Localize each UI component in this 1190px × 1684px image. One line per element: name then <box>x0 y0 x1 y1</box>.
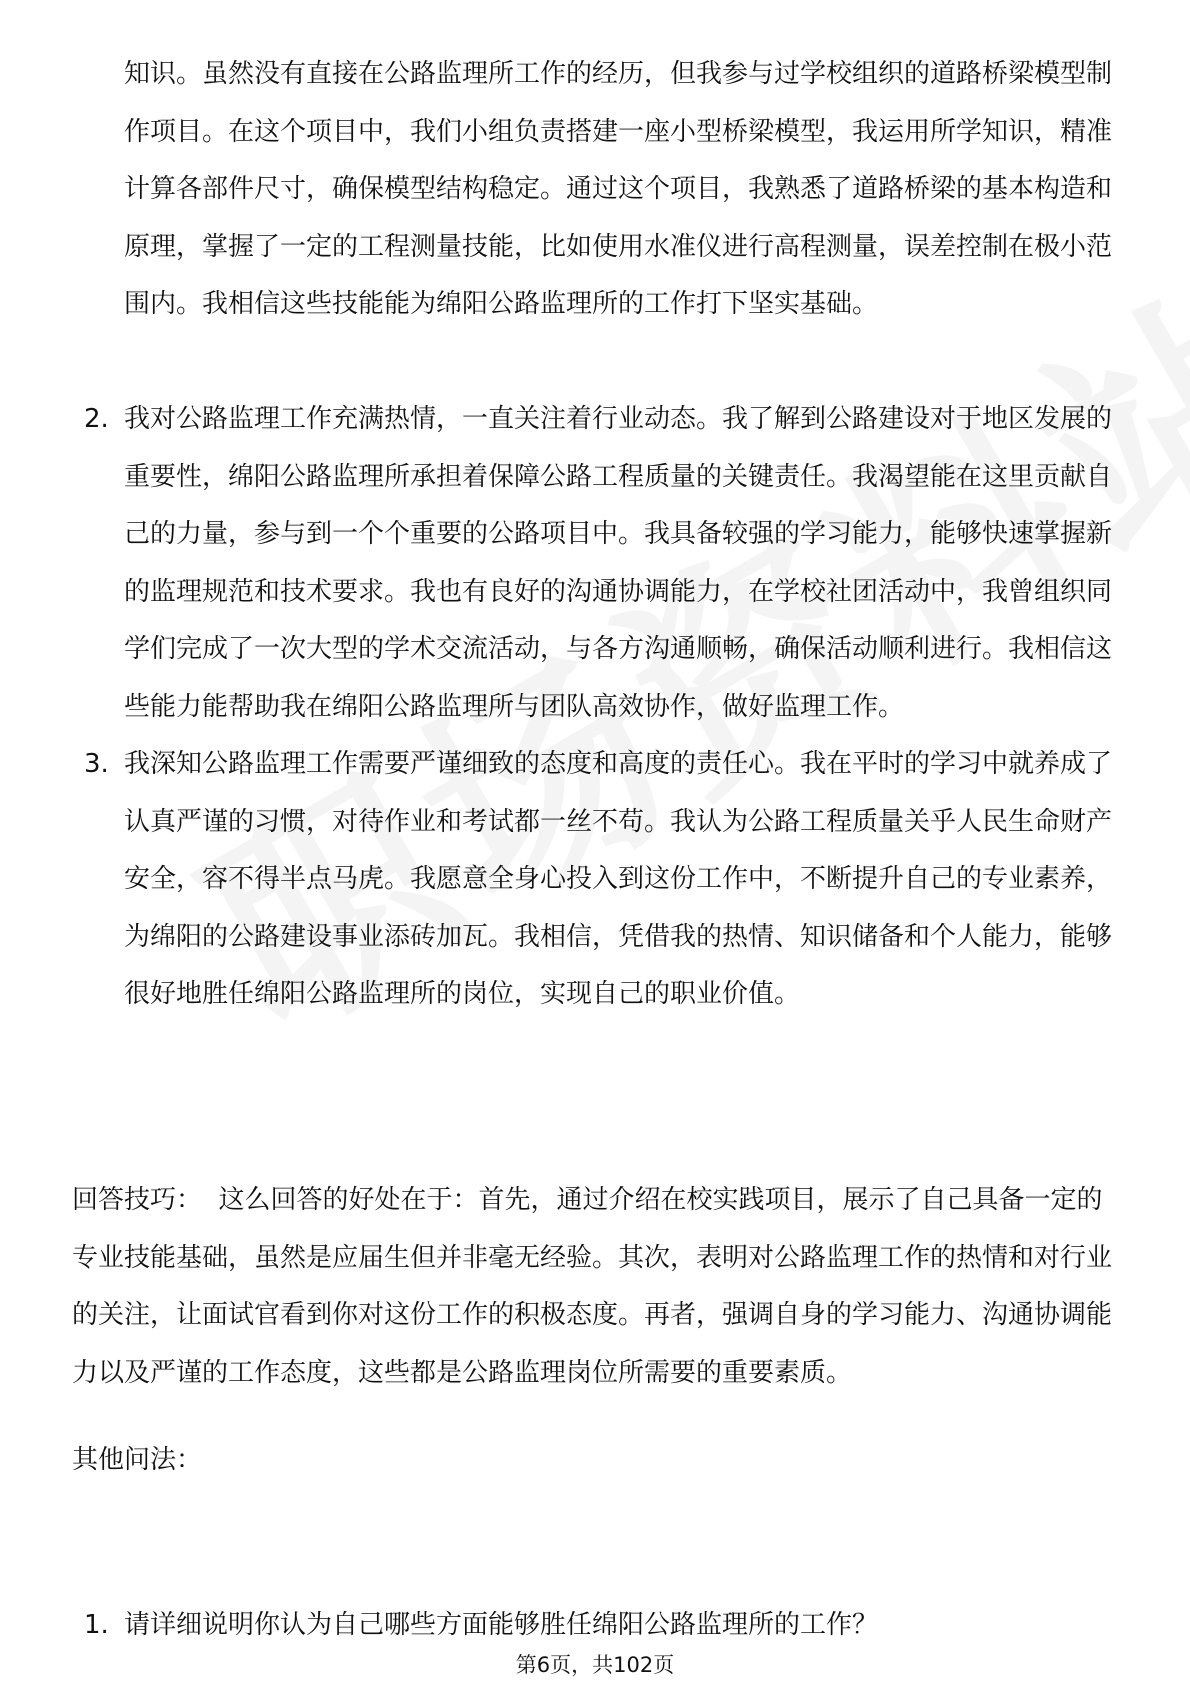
other-question-item <box>0 1597 1119 1655</box>
answer-tips-paragraph <box>72 1172 1120 1402</box>
tips-text: 这么回答的好处在于：首先，通过介绍在校实践项目，展示了自己具备一定的专业技能基础，虽然是应届生但并非毫无经验。其次，表明对公路监理工作的热情和对行业的关注，让面试官看到你对这份工作的积极态度。再者，强调自身的学习能力、沟通协调能力以及严谨的工作态度，这些都是公路监理岗位所需要的重要素质。 <box>72 1185 1113 1388</box>
answer-points-list <box>0 391 1190 1024</box>
page-footer: 第6页，共102页 <box>515 1653 675 1677</box>
answer-point-3 <box>0 736 1119 1024</box>
other-questions-heading: 其他问法： <box>72 1445 203 1475</box>
list-number: 3. <box>84 749 109 779</box>
answer-point-text: 我对公路监理工作充满热情，一直关注着行业动态。我了解到公路建设对于地区发展的重要性，绵阳公路监理所承担着保障公路工程质量的关键责任。我渴望能在这里贡献自己的力量，参与到一个个重要的公路项目中。我具备较强的学习能力，能够快速掌握新的监理规范和技术要求。我也有良好的沟通协调能力，在学校社团活动中，我曾组织同学们完成了一次大型的学术交流活动，与各方沟通顺畅，确保活动顺利进行。我相信这些能力能帮助我在绵阳公路监理所与团队高效协作，做好监理工作。 <box>124 404 1113 722</box>
other-questions-list <box>0 1597 1190 1655</box>
list-number: 2. <box>84 404 109 434</box>
answer-point-text: 我深知公路监理工作需要严谨细致的态度和高度的责任心。我在平时的学习中就养成了认真严谨的习惯，对待作业和考试都一丝不苟。我认为公路工程质量关乎人民生命财产安全，容不得半点马虎。我愿意全身心投入到这份工作中，不断提升自己的专业素养，为绵阳的公路建设事业添砖加瓦。我相信，凭借我的热情、知识储备和个人能力，能够很好地胜任绵阳公路监理所的岗位，实现自己的职业价值。 <box>124 749 1113 1009</box>
other-question-text: 请详细说明你认为自己哪些方面能够胜任绵阳公路监理所的工作？ <box>124 1610 879 1640</box>
answer-point-1-continuation: 知识。虽然没有直接在公路监理所工作的经历，但我参与过学校组织的道路桥梁模型制作项目。在这个项目中，我们小组负责搭建一座小型桥梁模型，我运用所学知识，精准计算各部件尺寸，确保模型结构稳定。通过这个项目，我熟悉了道路桥梁的基本构造和原理，掌握了一定的工程测量技能，比如使用水准仪进行高程测量，误差控制在极小范围内。我相信这些技能能为绵阳公路监理所的工作打下坚实基础。 <box>124 59 1113 319</box>
list-number: 1. <box>84 1610 109 1640</box>
tips-label: 回答技巧： <box>72 1185 203 1215</box>
answer-point-2 <box>0 391 1119 736</box>
